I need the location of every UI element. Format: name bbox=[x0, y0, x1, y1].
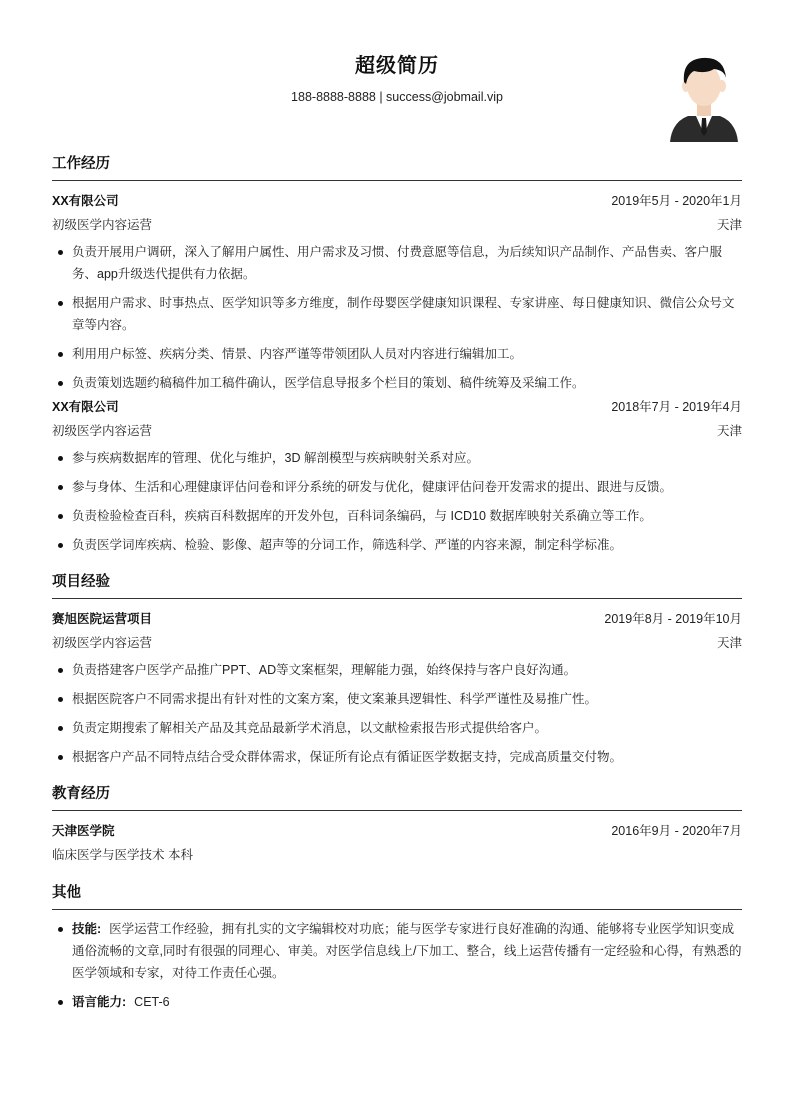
work-experience-section bbox=[52, 152, 742, 556]
list-item: 负责定期搜索了解相关产品及其竞品最新学术消息，以文献检索报告形式提供给客户。 bbox=[52, 717, 742, 739]
job-bullets bbox=[52, 241, 742, 394]
job-role-row bbox=[52, 419, 742, 443]
job-entry bbox=[52, 395, 742, 556]
skills-label: 技能: bbox=[72, 922, 102, 936]
job-role: 初级医学内容运营 bbox=[52, 424, 153, 438]
list-item: 根据客户产品不同特点结合受众群体需求，保证所有论点有循证医学数据支持，完成高质量交付物。 bbox=[52, 746, 742, 768]
list-item: 负责医学词库疾病、检验、影像、超声等的分词工作，筛选科学、严谨的内容来源，制定科学标准。 bbox=[52, 534, 742, 556]
list-item: 参与身体、生活和心理健康评估问卷和评分系统的研发与优化，健康评估问卷开发需求的提出、跟进与反馈。 bbox=[52, 476, 742, 498]
person-avatar-icon bbox=[666, 52, 742, 142]
other-bullets bbox=[52, 918, 742, 1013]
candidate-name: 超级简历 bbox=[355, 55, 439, 77]
project-bullets bbox=[52, 659, 742, 768]
contact-info: 188-8888-8888 | success@jobmail.vip bbox=[291, 90, 503, 104]
section-title-education: 教育经历 bbox=[52, 782, 742, 811]
section-title-projects: 项目经验 bbox=[52, 570, 742, 599]
language-label: 语言能力: bbox=[72, 995, 127, 1009]
job-dates: 2019年5月 - 2020年1月 bbox=[611, 194, 742, 208]
list-item-skills bbox=[52, 918, 742, 984]
project-location: 天津 bbox=[716, 636, 742, 650]
job-header-row bbox=[52, 395, 742, 419]
list-item: 参与疾病数据库的管理、优化与维护，3D 解剖模型与疾病映射关系对应。 bbox=[52, 447, 742, 469]
list-item: 负责开展用户调研，深入了解用户属性、用户需求及习惯、付费意愿等信息，为后续知识产品制作、产品售卖、客户服务、app升级迭代提供有力依据。 bbox=[52, 241, 742, 285]
job-role: 初级医学内容运营 bbox=[52, 218, 153, 232]
job-dates: 2018年7月 - 2019年4月 bbox=[611, 400, 742, 414]
education-section bbox=[52, 782, 742, 867]
project-header-row bbox=[52, 607, 742, 631]
project-role-row bbox=[52, 631, 742, 655]
list-item: 负责搭建客户医学产品推广PPT、AD等文案框架，理解能力强，始终保持与客户良好沟通。 bbox=[52, 659, 742, 681]
project-entry bbox=[52, 607, 742, 768]
job-role-row bbox=[52, 213, 742, 237]
list-item-language bbox=[52, 991, 742, 1013]
project-dates: 2019年8月 - 2019年10月 bbox=[604, 612, 742, 626]
education-dates: 2016年9月 - 2020年7月 bbox=[611, 824, 742, 838]
school-name: 天津医学院 bbox=[52, 824, 115, 838]
list-item: 负责策划选题约稿稿件加工稿件确认，医学信息导报多个栏目的策划、稿件统筹及采编工作。 bbox=[52, 372, 742, 394]
education-header-row bbox=[52, 819, 742, 843]
company-name: XX有限公司 bbox=[52, 400, 119, 414]
job-location: 天津 bbox=[716, 218, 742, 232]
job-header-row bbox=[52, 189, 742, 213]
project-experience-section bbox=[52, 570, 742, 768]
job-bullets bbox=[52, 447, 742, 556]
other-section bbox=[52, 881, 742, 1013]
job-entry bbox=[52, 189, 742, 394]
project-name: 赛旭医院运营项目 bbox=[52, 612, 153, 626]
list-item: 负责检验检查百科，疾病百科数据库的开发外包，百科词条编码，与 ICD10 数据库映射关系确立等工作。 bbox=[52, 505, 742, 527]
list-item: 根据用户需求、时事热点、医学知识等多方维度，制作母婴医学健康知识课程、专家讲座、每日健康知识、微信公众号文章等内容。 bbox=[52, 292, 742, 336]
skills-text: 医学运营工作经验，拥有扎实的文字编辑校对功底；能与医学专家进行良好准确的沟通、能够将专业医学知识变成通俗流畅的文章,同时有很强的同理心、审美。对医学信息线上/下加工、整合，线上运营传播有一定经验和心得，有熟悉的医学领域和专家，对待工作责任心强。 bbox=[72, 922, 742, 980]
company-name: XX有限公司 bbox=[52, 194, 119, 208]
avatar bbox=[666, 52, 742, 142]
project-role: 初级医学内容运营 bbox=[52, 636, 153, 650]
language-text: CET-6 bbox=[134, 995, 170, 1009]
job-location: 天津 bbox=[716, 424, 742, 438]
education-major: 临床医学与医学技术 本科 bbox=[52, 848, 193, 862]
section-title-work: 工作经历 bbox=[52, 152, 742, 181]
resume-content bbox=[52, 152, 742, 1027]
list-item: 根据医院客户不同需求提出有针对性的文案方案，使文案兼具逻辑性、科学严谨性及易推广性。 bbox=[52, 688, 742, 710]
section-title-other: 其他 bbox=[52, 881, 742, 910]
list-item: 利用用户标签、疾病分类、情景、内容严谨等带领团队人员对内容进行编辑加工。 bbox=[52, 343, 742, 365]
